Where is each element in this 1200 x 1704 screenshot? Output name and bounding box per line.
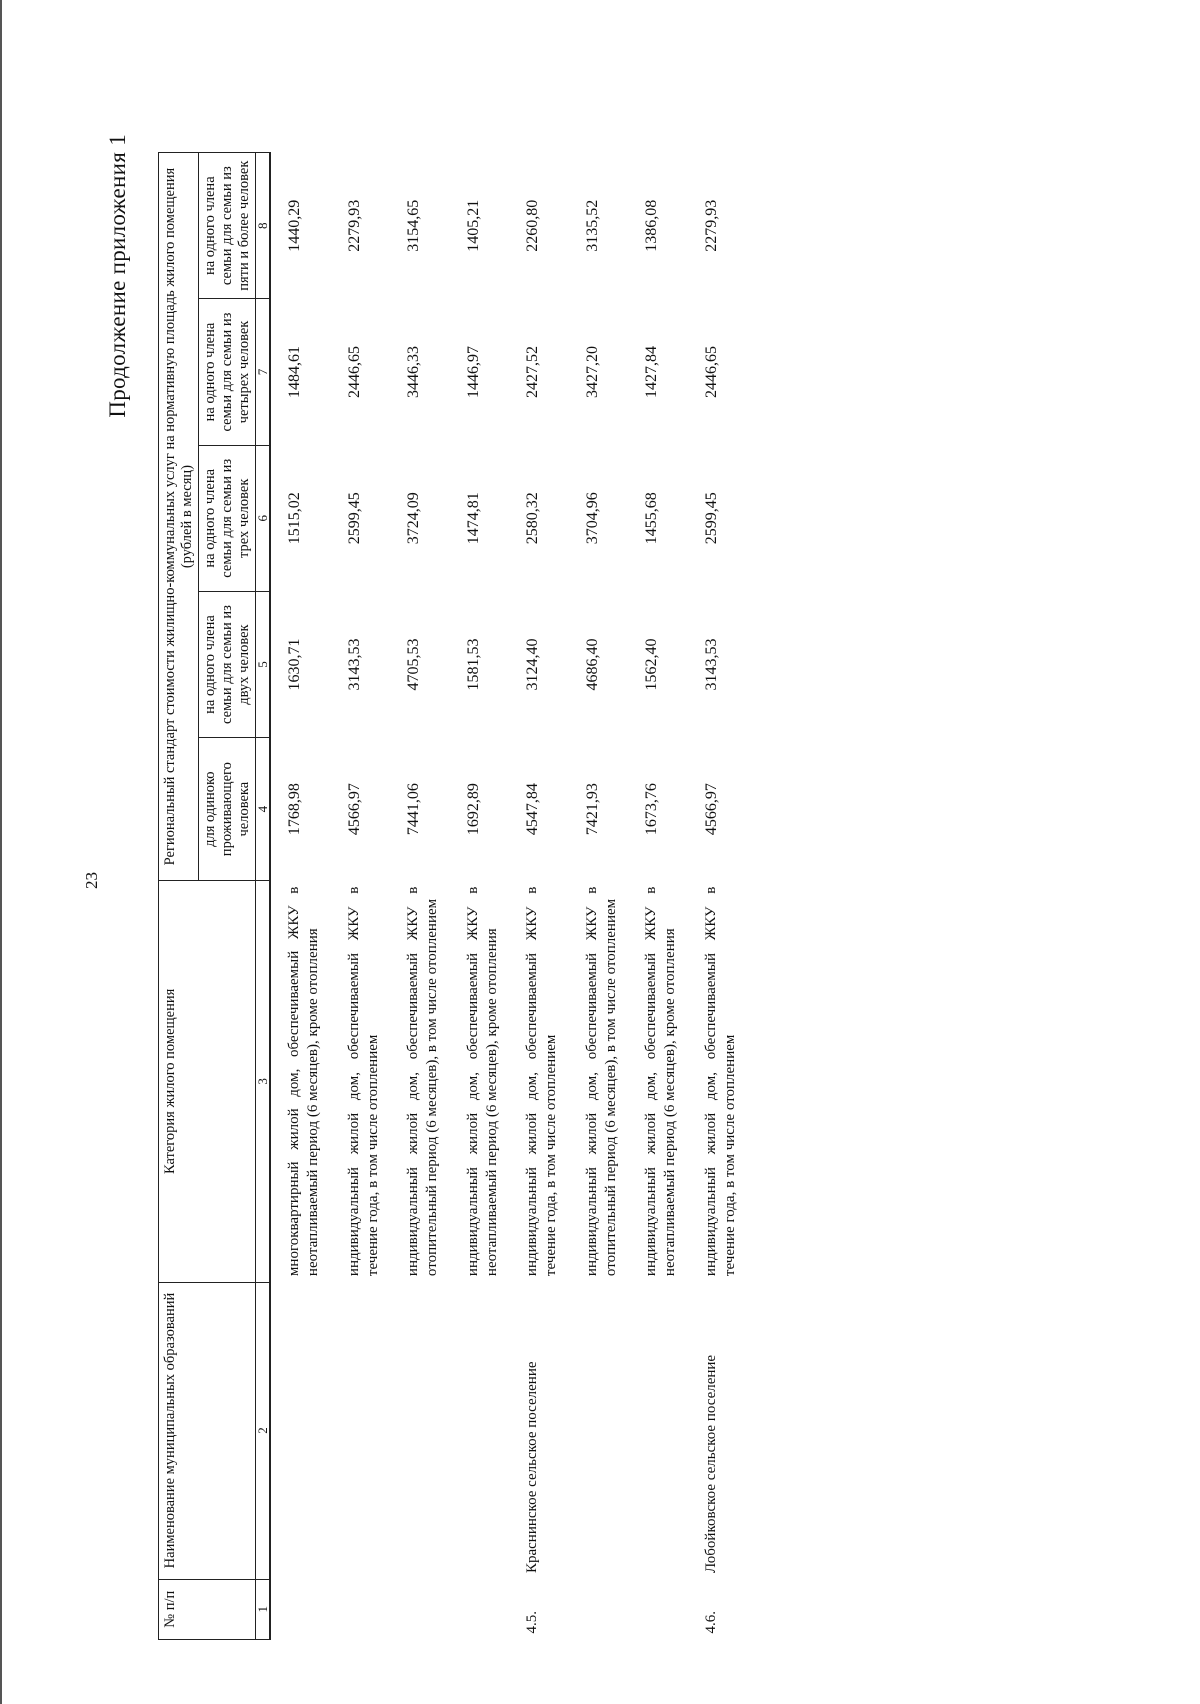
housing-category: индивидуальный жилой дом, обеспечиваемый ЖКУ в неотапливаемый период (6 месяцев), кроме отопления bbox=[643, 886, 679, 1277]
header-col-5: на одного члена семьи для семьи из двух человек bbox=[199, 591, 256, 737]
row-number: 4.5. bbox=[524, 1611, 541, 1634]
header-col-6: на одного члена семьи для семьи из трех человек bbox=[199, 445, 256, 591]
header-col-4: для одиноко проживающего человека bbox=[199, 738, 256, 881]
value-four: 2446,65 bbox=[702, 346, 720, 399]
value-two: 3143,53 bbox=[702, 638, 720, 691]
table-row bbox=[509, 153, 569, 1640]
housing-category: индивидуальный жилой дом, обеспечиваемый ЖКУ в течение года, в том числе отоплением bbox=[524, 886, 560, 1277]
value-two: 1581,53 bbox=[464, 638, 482, 691]
row-number bbox=[331, 1579, 391, 1639]
value-single: 1768,98 bbox=[270, 738, 331, 881]
appendix-title: Продолжение приложения 1 bbox=[105, 134, 130, 418]
value-single: 7441,06 bbox=[405, 783, 423, 836]
value-single: 4566,97 bbox=[345, 783, 363, 836]
table-row bbox=[450, 153, 510, 1640]
housing-category: индивидуальный жилой дом, обеспечиваемый ЖКУ в отопительный период (6 месяцев), в том числе отоплением bbox=[583, 886, 619, 1277]
value-three: 1515,02 bbox=[270, 445, 331, 591]
column-number: 5 bbox=[256, 591, 271, 737]
housing-category: индивидуальный жилой дом, обеспечиваемый ЖКУ в течение года, в том числе отоплением bbox=[345, 886, 381, 1277]
column-number: 1 bbox=[256, 1579, 271, 1639]
municipality-name: Лобойковское сельское поселение bbox=[702, 1354, 719, 1574]
value-two: 3124,40 bbox=[524, 638, 542, 691]
table-row bbox=[569, 153, 629, 1640]
value-five-plus: 1386,08 bbox=[643, 199, 661, 252]
table-row bbox=[688, 153, 748, 1640]
column-number: 2 bbox=[256, 1282, 271, 1579]
value-four: 1427,84 bbox=[643, 346, 661, 399]
value-three: 3704,96 bbox=[583, 492, 601, 545]
value-five-plus: 3154,65 bbox=[405, 199, 423, 252]
municipality-name bbox=[270, 1282, 331, 1579]
municipality-name bbox=[628, 1282, 688, 1579]
page-number: 23 bbox=[82, 872, 101, 889]
table-row bbox=[331, 153, 391, 1640]
row-number bbox=[450, 1579, 510, 1639]
value-four: 3427,20 bbox=[583, 346, 601, 399]
housing-cost-table bbox=[158, 152, 747, 1640]
municipality-name bbox=[331, 1282, 391, 1579]
housing-category: индивидуальный жилой дом, обеспечиваемый ЖКУ в течение года, в том числе отоплением bbox=[702, 886, 738, 1277]
row-number bbox=[270, 1579, 331, 1639]
value-five-plus: 2279,93 bbox=[345, 199, 363, 252]
table-row bbox=[628, 153, 688, 1640]
row-number bbox=[628, 1579, 688, 1639]
housing-category: индивидуальный жилой дом, обеспечиваемый ЖКУ в неотапливаемый период (6 месяцев), кроме отопления bbox=[464, 886, 500, 1277]
table-row bbox=[270, 153, 331, 1640]
scan-edge-line bbox=[0, 0, 2, 1704]
value-five-plus: 1440,29 bbox=[270, 153, 331, 299]
row-number bbox=[569, 1579, 629, 1639]
value-two: 1562,40 bbox=[643, 638, 661, 691]
value-three: 3724,09 bbox=[405, 492, 423, 545]
municipality-name bbox=[569, 1282, 629, 1579]
value-five-plus: 2279,93 bbox=[702, 199, 720, 252]
column-number: 4 bbox=[256, 738, 271, 881]
header-no: № п/п bbox=[159, 1579, 256, 1639]
column-number: 6 bbox=[256, 445, 271, 591]
row-number: 4.6. bbox=[702, 1611, 719, 1634]
column-number-row bbox=[256, 153, 271, 1640]
table-row bbox=[390, 153, 450, 1640]
housing-category: многоквартирный жилой дом, обеспечиваемый ЖКУ в неотапливаемый период (6 месяцев), кроме отопления bbox=[270, 881, 331, 1282]
column-number: 3 bbox=[256, 881, 271, 1282]
value-two: 4686,40 bbox=[583, 638, 601, 691]
header-standard-group: Региональный стандарт стоимости жилищно-коммунальных услуг на нормативную площадь жилого помещения (рублей в месяц) bbox=[159, 153, 199, 881]
value-three: 2599,45 bbox=[702, 492, 720, 545]
value-two: 1630,71 bbox=[270, 591, 331, 737]
value-two: 4705,53 bbox=[405, 638, 423, 691]
header-col-8: на одного члена семьи для семьи из пяти и более человек bbox=[199, 153, 256, 299]
value-two: 3143,53 bbox=[345, 638, 363, 691]
municipality-name bbox=[450, 1282, 510, 1579]
value-four: 2427,52 bbox=[524, 346, 542, 399]
row-number bbox=[390, 1579, 450, 1639]
value-four: 1484,61 bbox=[270, 299, 331, 445]
header-name: Наименование муниципальных образований bbox=[159, 1282, 256, 1579]
value-four: 3446,33 bbox=[405, 346, 423, 399]
value-five-plus: 1405,21 bbox=[464, 199, 482, 252]
value-single: 4547,84 bbox=[524, 783, 542, 836]
value-three: 1474,81 bbox=[464, 492, 482, 545]
value-single: 1673,76 bbox=[643, 783, 661, 836]
header-col-7: на одного члена семьи для семьи из четырех человек bbox=[199, 299, 256, 445]
value-three: 2599,45 bbox=[345, 492, 363, 545]
municipality-name: Краснинское сельское поселение bbox=[524, 1361, 541, 1574]
value-four: 1446,97 bbox=[464, 346, 482, 399]
value-four: 2446,65 bbox=[345, 346, 363, 399]
value-single: 7421,93 bbox=[583, 783, 601, 836]
value-three: 2580,32 bbox=[524, 492, 542, 545]
value-three: 1455,68 bbox=[643, 492, 661, 545]
housing-category: индивидуальный жилой дом, обеспечиваемый ЖКУ в отопительный период (6 месяцев), в том числе отоплением bbox=[405, 886, 441, 1277]
value-single: 1692,89 bbox=[464, 783, 482, 836]
value-five-plus: 2260,80 bbox=[524, 199, 542, 252]
value-single: 4566,97 bbox=[702, 783, 720, 836]
municipality-name bbox=[390, 1282, 450, 1579]
header-row-1 bbox=[159, 153, 199, 1640]
column-number: 7 bbox=[256, 299, 271, 445]
value-five-plus: 3135,52 bbox=[583, 199, 601, 252]
header-category: Категория жилого помещения bbox=[159, 881, 256, 1282]
column-number: 8 bbox=[256, 153, 271, 299]
